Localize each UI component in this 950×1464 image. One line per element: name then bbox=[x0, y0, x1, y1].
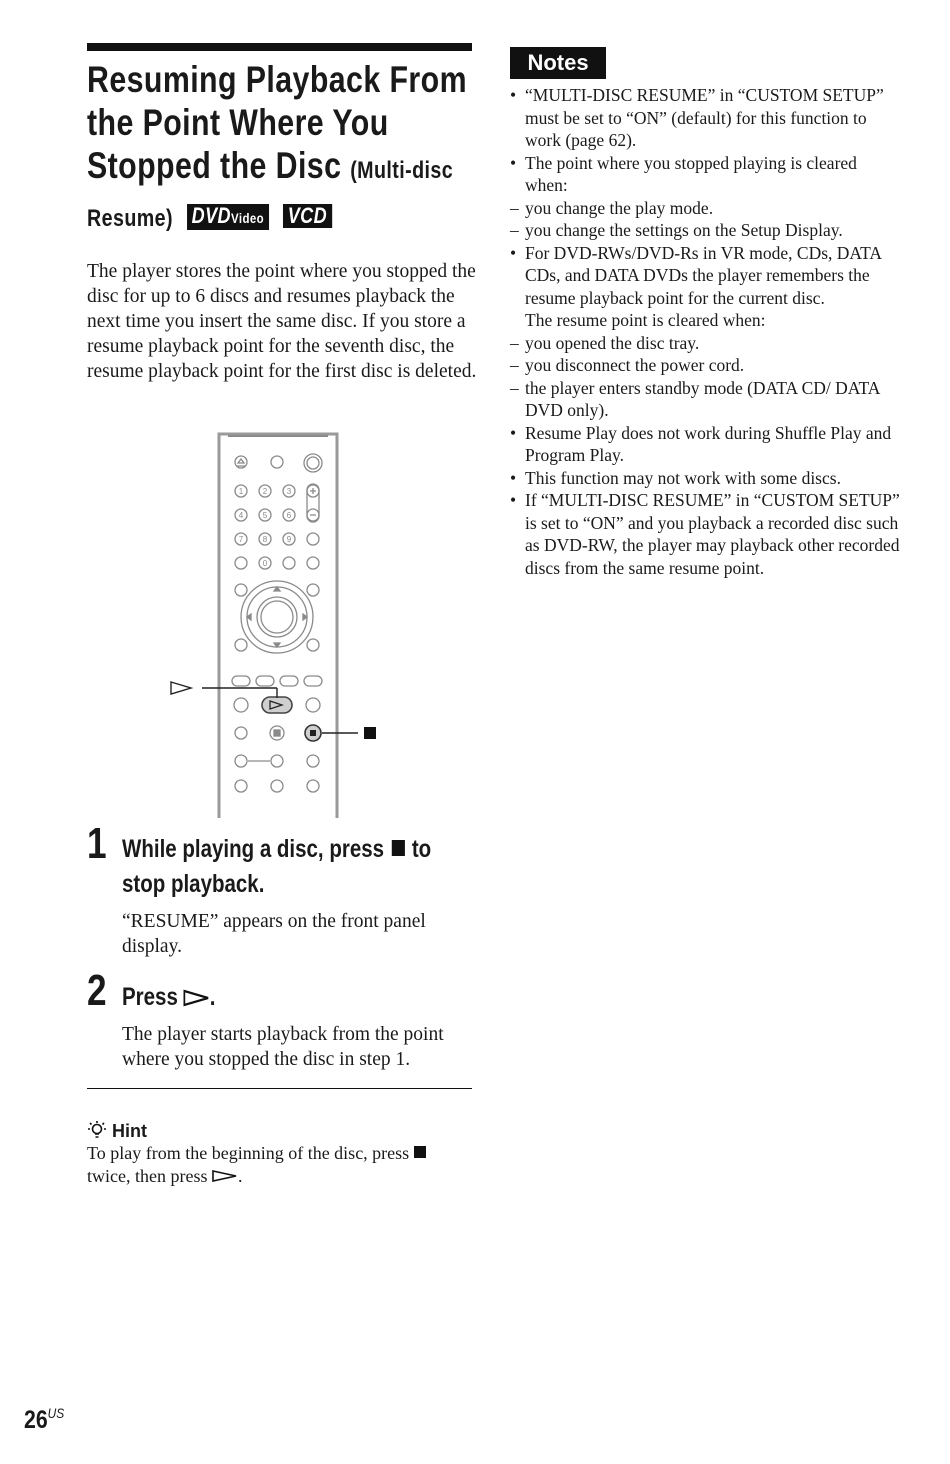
remote-digit-6: 6 bbox=[286, 511, 292, 520]
remote-control-illustration bbox=[170, 430, 390, 820]
section-divider bbox=[87, 1088, 472, 1089]
title-subtitle-part-1: (Multi-disc bbox=[350, 157, 454, 184]
title-line-4 bbox=[87, 192, 415, 240]
note-text: you change the settings on the Setup Display. bbox=[525, 220, 843, 240]
step-2-body: The player starts playback from the point where you stopped the disc in step 1. bbox=[122, 1024, 444, 1070]
note-text: you opened the disc tray. bbox=[525, 332, 700, 353]
hint-text bbox=[87, 1142, 467, 1188]
note-item bbox=[510, 84, 900, 152]
note-text: For DVD-RWs/DVD-Rs in VR mode, CDs, DATA CDs, and DATA DVDs the player remembers the resume playback point for the current disc. bbox=[525, 242, 882, 308]
note-text: Resume Play does not work during Shuffle Play and Program Play. bbox=[525, 422, 892, 465]
hint-label bbox=[87, 1120, 147, 1142]
vcd-badge-text: VCD bbox=[287, 203, 328, 228]
note-text: you disconnect the power cord. bbox=[525, 355, 745, 375]
notes-list bbox=[510, 84, 900, 579]
note-marker: – bbox=[510, 197, 519, 218]
play-icon-small bbox=[212, 1169, 238, 1183]
title-subtitle-part-2: Resume) bbox=[87, 205, 173, 232]
note-text: “MULTI-DISC RESUME” in “CUSTOM SETUP” must be set to “ON” (default) for this function to work (page 62). bbox=[525, 85, 884, 150]
note-text: This function may not work with some discs. bbox=[525, 467, 841, 488]
note-marker: • bbox=[510, 490, 517, 510]
notes-label: Notes bbox=[510, 47, 606, 79]
step-1-heading-before: While playing a disc, press bbox=[122, 835, 385, 863]
play-callout-icon bbox=[171, 682, 191, 694]
note-marker: • bbox=[510, 152, 517, 173]
remote-digit-3: 3 bbox=[286, 487, 292, 496]
intro-paragraph: The player stores the point where you stopped the disc for up to 6 discs and resumes playback the next time you insert the same disc. If you store a resume playback point for the seventh disc, the resume playback point for the first disc is deleted. bbox=[87, 261, 477, 382]
step-1-number: 1 bbox=[87, 819, 107, 868]
step-1-heading-after: to stop playback. bbox=[122, 835, 432, 898]
note-marker: – bbox=[510, 355, 519, 375]
note-item bbox=[510, 197, 900, 220]
note-item bbox=[510, 467, 900, 490]
step-1-heading bbox=[122, 832, 475, 902]
note-marker: • bbox=[510, 242, 517, 263]
dvd-video-badge bbox=[187, 204, 269, 230]
vcd-badge bbox=[283, 204, 332, 228]
dvd-badge-small-text: Video bbox=[230, 210, 265, 226]
dvd-badge-text: DVD bbox=[191, 203, 231, 228]
note-item bbox=[510, 152, 900, 197]
note-item bbox=[510, 332, 900, 355]
note-marker: • bbox=[510, 467, 517, 488]
page-number-value: 26 bbox=[24, 1406, 48, 1434]
step-2-heading-after: . bbox=[209, 983, 216, 1011]
note-item bbox=[510, 422, 900, 467]
stop-icon bbox=[391, 840, 404, 856]
remote-digit-5: 5 bbox=[262, 511, 268, 520]
title-line-3-main: Stopped the Disc bbox=[87, 145, 342, 186]
note-marker: – bbox=[510, 220, 519, 240]
note-marker: – bbox=[510, 332, 519, 353]
step-2-heading bbox=[122, 980, 475, 1015]
note-marker: • bbox=[510, 422, 517, 443]
note-text: the player enters standby mode (DATA CD/ DATA DVD only). bbox=[525, 377, 880, 420]
remote-digit-7: 7 bbox=[238, 535, 244, 544]
note-marker: • bbox=[510, 85, 517, 105]
remote-digit-9: 9 bbox=[286, 535, 292, 544]
page-number-suffix: US bbox=[47, 1405, 65, 1421]
play-icon bbox=[184, 989, 210, 1007]
title-line-2: the Point Where You bbox=[87, 102, 389, 143]
lightbulb-icon bbox=[87, 1120, 107, 1140]
page-number bbox=[24, 1405, 64, 1435]
title-line-3 bbox=[87, 144, 454, 192]
step-2-number: 2 bbox=[87, 966, 107, 1015]
hint-text-middle: twice, then press bbox=[87, 1166, 208, 1186]
note-text: The resume point is cleared when: bbox=[525, 310, 766, 330]
remote-digit-8: 8 bbox=[262, 535, 268, 544]
remote-digit-4: 4 bbox=[238, 511, 244, 520]
note-item bbox=[510, 242, 900, 310]
note-item bbox=[510, 309, 900, 332]
note-text: you change the play mode. bbox=[525, 197, 714, 218]
note-item bbox=[510, 219, 900, 242]
stop-callout-icon bbox=[364, 727, 376, 739]
title-line-1: Resuming Playback From bbox=[87, 59, 467, 100]
remote-digit-2: 2 bbox=[262, 487, 268, 496]
hint-label-text: Hint bbox=[112, 1121, 148, 1141]
note-text: If “MULTI-DISC RESUME” in “CUSTOM SETUP” is set to “ON” and you playback a recorded disc such as DVD-RW, the player may playback other recorded discs from the same resume point. bbox=[525, 490, 900, 578]
hint-text-before: To play from the beginning of the disc, press bbox=[87, 1143, 410, 1163]
step-1-body: “RESUME” appears on the front panel display. bbox=[122, 911, 426, 957]
note-marker: – bbox=[510, 377, 519, 398]
step-2-heading-before: Press bbox=[122, 983, 178, 1011]
hint-text-after: . bbox=[237, 1166, 243, 1186]
note-item bbox=[510, 354, 900, 377]
note-text: The point where you stopped playing is cleared when: bbox=[525, 152, 857, 195]
note-item bbox=[510, 377, 900, 422]
remote-digit-0: 0 bbox=[262, 559, 268, 568]
page-title bbox=[87, 58, 467, 240]
note-item bbox=[510, 489, 900, 579]
stop-icon-small bbox=[414, 1146, 426, 1158]
remote-digit-1: 1 bbox=[238, 487, 244, 496]
title-rule bbox=[87, 43, 472, 51]
